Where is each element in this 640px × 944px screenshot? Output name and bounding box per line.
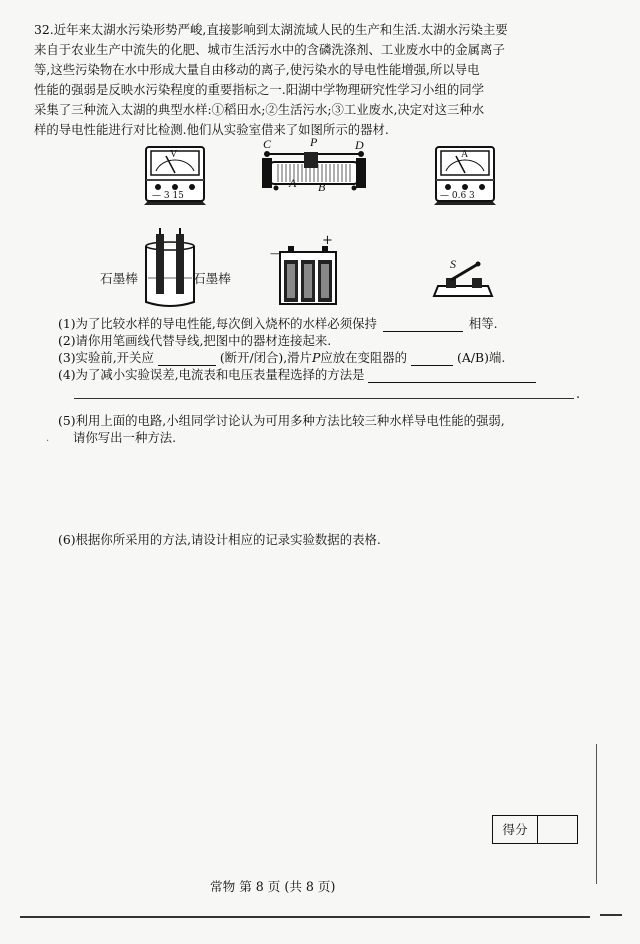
rheostat-label-a: A [289,176,297,190]
part-6: (6)根据你所采用的方法,请设计相应的记录实验数据的表格. [58,532,381,547]
part-5-cont: 请你写出一种方法. [73,430,177,445]
switch-icon [432,262,494,300]
battery-positive-label: + [322,233,333,248]
answer-blank[interactable] [368,369,536,383]
score-input[interactable] [538,816,577,843]
intro-line: 样的导电性能进行对比检测.他们从实验室借来了如图所示的器材. [34,122,389,137]
intro-line: 等,这些污染物在水中形成大量自由移动的离子,使污染水的导电性能增强,所以导电 [34,62,480,77]
bottom-rule-right [600,914,622,916]
ammeter-scale: — 0.6 3 [440,191,475,201]
voltmeter-symbol: V [170,149,178,160]
part-2: (2)请你用笔画线代替导线,把图中的器材连接起来. [58,333,332,348]
answer-blank[interactable] [411,352,453,366]
battery-negative-label: — [270,247,281,260]
rheostat-label-c: C [263,137,272,151]
intro-line: 采集了三种流入太湖的典型水样:①稻田水;②生活污水;③工业废水,决定对这三种水 [34,102,485,117]
voltmeter-scale: — 3 15 [152,191,184,201]
intro-line: 32.近年来太湖水污染形势严峻,直接影响到太湖流域人民的生产和生活.太湖水污染主要 [34,22,508,37]
intro-line: 性能的强弱是反映水污染程度的重要指标之一.阳湖中学物理研究性学习小组的同学 [34,82,485,97]
answer-line[interactable] [74,398,574,399]
rheostat-label-d: D [355,138,364,152]
switch-label: S [450,257,456,271]
part-4: (4)为了减小实验误差,电流表和电压表量程选择的方法是 [58,365,536,383]
scan-mark: · [46,436,50,447]
page-footer: 常物 第 8 页 (共 8 页) [210,879,336,894]
part-1: (1)为了比较水样的导电性能,每次倒入烧杯的水样必须保持 相等. [58,316,498,331]
intro-line: 来自于农业生产中流失的化肥、城市生活污水中的含磷洗涤剂、工业废水中的金属离子 [34,42,505,57]
part-5: (5)利用上面的电路,小组同学讨论认为可用多种方法比较三种水样导电性能的强弱, [58,413,505,428]
part-3: (3)实验前,开关应 (断开/闭合),滑片P应放在变阻器的 (A/B)端. [58,350,506,365]
beaker-icon [140,228,200,308]
electrode-label-right: 石墨棒 [193,271,231,286]
part-4-end: . [576,386,581,401]
bottom-rule [20,916,590,918]
score-box [492,815,578,844]
rheostat-label-b: B [318,180,326,194]
score-label: 得分 [493,816,538,843]
battery-icon [276,246,340,306]
electrode-label-left: 石墨棒 [100,271,138,286]
answer-blank[interactable] [383,318,463,332]
ammeter-symbol: A [461,149,469,160]
rheostat-label-p: P [310,135,318,149]
rheostat-icon [258,148,370,194]
answer-blank[interactable] [158,352,216,366]
question-intro [34,20,594,140]
margin-line [596,744,597,884]
